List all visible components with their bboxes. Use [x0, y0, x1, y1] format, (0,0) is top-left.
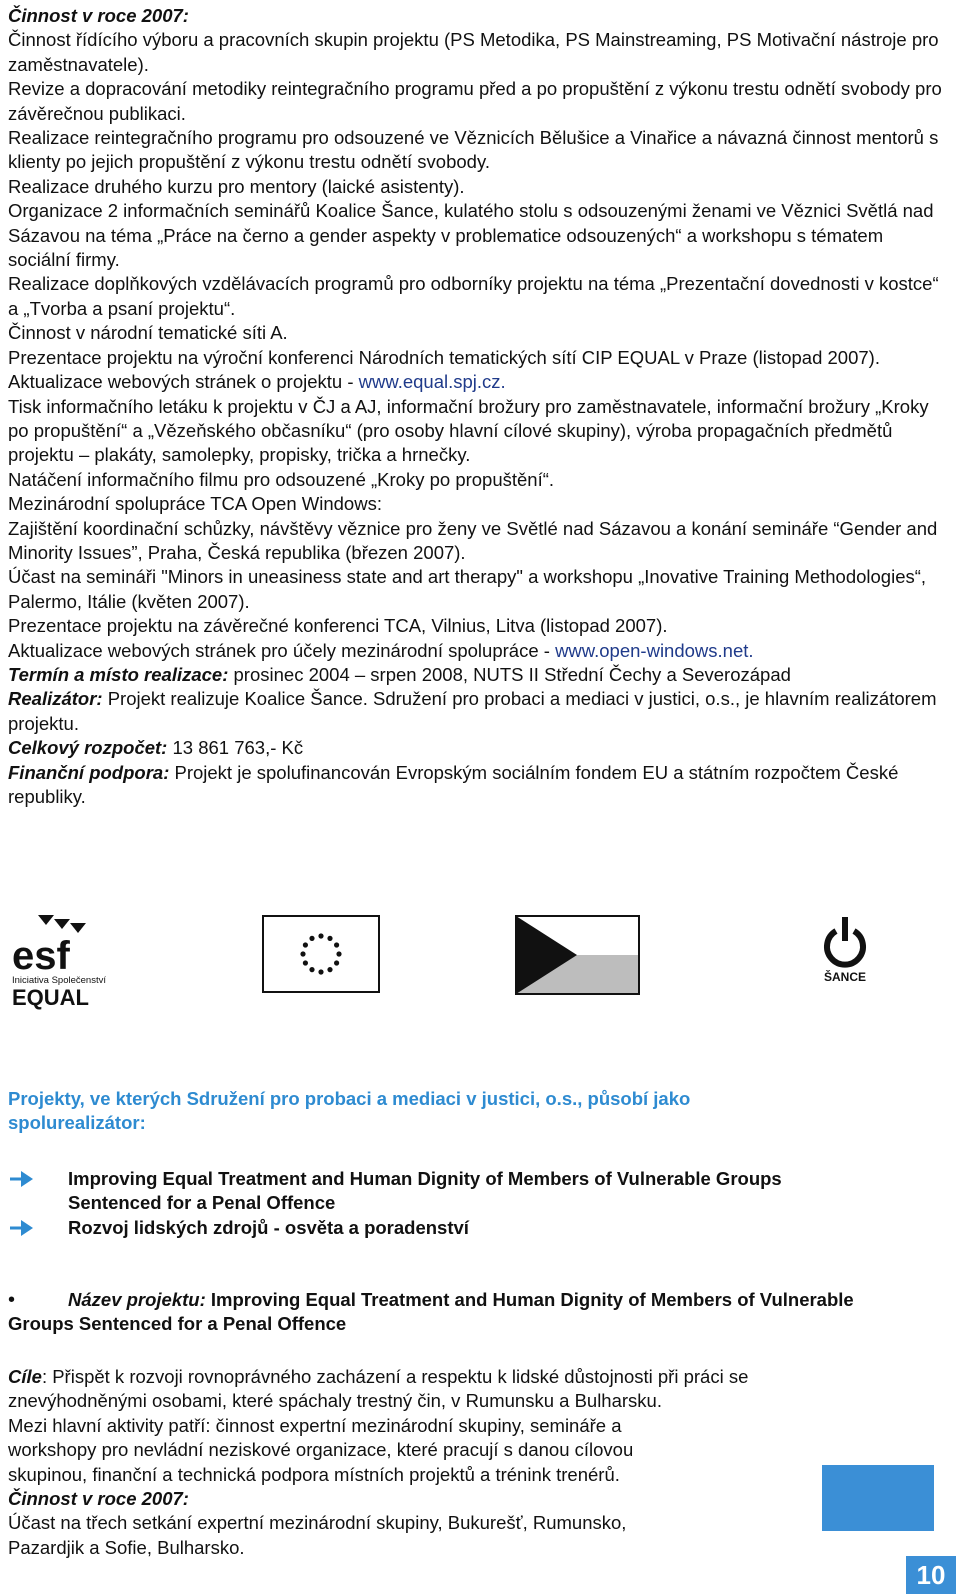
realizer-label: Realizátor:	[8, 688, 103, 710]
main-activities-line: workshopy pro nevládní neziskové organizace, které pracují s danou cílovou	[8, 1439, 634, 1461]
budget-value: 13 861 763,- Kč	[167, 737, 304, 759]
arrow-right-icon	[8, 1218, 34, 1238]
decorative-blue-box	[822, 1465, 934, 1531]
czech-flag-graphic	[515, 915, 640, 995]
open-windows-link[interactable]: www.open-windows.net.	[555, 639, 754, 661]
activity-line: Účast na semináři "Minors in uneasiness state and art therapy" a workshopu „Inovative Training Methodologies“, Palermo, Itálie (květen 2007).	[8, 566, 927, 612]
project-name-label: Název projektu:	[68, 1289, 206, 1310]
web-update-prefix: Aktualizace webových stránek o projektu -	[8, 371, 359, 393]
activity-2007-line: Pazardjik a Sofie, Bulharsko.	[8, 1536, 245, 1558]
budget-line	[8, 736, 948, 760]
activity-line: Mezinárodní spolupráce TCA Open Windows:	[8, 493, 382, 515]
page-number: 10	[906, 1556, 956, 1594]
support-line	[8, 761, 948, 810]
project-name-value: Improving Equal Treatment and Human Dignity of Members of Vulnerable Groups Sentenced for a Penal Offence	[8, 1289, 854, 1335]
sance-logo-graphic	[820, 915, 870, 987]
logo-row	[0, 915, 960, 1025]
arrow-right-icon	[8, 1169, 34, 1189]
intl-web-prefix: Aktualizace webových stránek pro účely mezinárodní spolupráce -	[8, 639, 556, 661]
project-web-link[interactable]: www.equal.spj.cz.	[358, 371, 506, 393]
activity-line: Zajištění koordinační schůzky, návštěvy věznice pro ženy ve Světlé nad Sázavou a konání semináře “Gender and Minority Issues”, Praha, Česká republika (březen 2007).	[8, 517, 938, 563]
esf-equal-logo	[10, 915, 120, 1015]
activity-line: Činnost řídícího výboru a pracovních skupin projektu (PS Metodika, PS Mainstreaming, PS Motivační nástroje pro zaměstnavatele).	[8, 29, 939, 75]
activity-line: Revize a dopracování metodiky reintegračního programu před a po propuštění z výkonu trestu odnětí svobody pro závěrečnou publikaci.	[8, 78, 942, 124]
bullet-dot: •	[8, 1289, 16, 1311]
partner-projects-title: Projekty, ve kterých Sdružení pro probaci a mediaci v justici, o.s., působí jako spolurealizátor:	[8, 1088, 691, 1133]
term-value: prosinec 2004 – srpen 2008, NUTS II Střední Čechy a Severozápad	[228, 663, 791, 685]
partner-project-name: Improving Equal Treatment and Human Dignity of Members of Vulnerable Groups Sentenced for a Penal Offence	[68, 1168, 782, 1214]
main-activities-line: skupinou, finanční a technická podpora místních projektů a trénink trenérů.	[8, 1463, 620, 1485]
activity-line: Realizace reintegračního programu pro odsouzené ve Věznicích Bělušice a Vinařice a návazná činnost mentorů s klienty po jejich propuštění z výkonu trestu odnětí svobody.	[8, 127, 939, 173]
activities-2007-heading: Činnost v roce 2007:	[8, 1488, 189, 1510]
activity-2007-line: Účast na třech setkání expertní mezinárodní skupiny, Bukurešť, Rumunsko,	[8, 1512, 627, 1534]
activity-line: Natáčení informačního filmu pro odsouzené „Kroky po propuštění“.	[8, 468, 555, 490]
esf-text: esf	[12, 934, 70, 978]
project-detail-block	[8, 1365, 888, 1560]
realizer-line	[8, 687, 948, 736]
activity-line: Organizace 2 informačních seminářů Koalice Šance, kulatého stolu s odsouzenými ženami ve Věznici Světlá nad Sázavou na téma „Práce na černo a gender aspekty v problematice odsouzených“ a workshopu s tématem sociální firmy.	[8, 200, 934, 271]
activity-line: Realizace doplňkových vzdělávacích programů pro odborníky projektu na téma „Prezentační dovednosti v kostce“ a „Tvorba a psaní projektu“.	[8, 273, 939, 319]
partner-project-name: Rozvoj lidských zdrojů - osvěta a poradenství	[68, 1217, 469, 1238]
activity-line: Prezentace projektu na výroční konferenci Národních tematických sítí CIP EQUAL v Praze (listopad 2007).	[8, 346, 880, 368]
esf-subtitle: Iniciativa Společenství	[12, 975, 106, 986]
activities-heading: Činnost v roce 2007:	[8, 5, 189, 26]
budget-label: Celkový rozpočet:	[8, 737, 168, 759]
eu-flag-logo	[262, 915, 380, 993]
goals-label: Cíle	[8, 1366, 42, 1387]
activity-line: Činnost v národní tematické síti A.	[8, 322, 288, 344]
esf-logo-graphic	[10, 915, 120, 1015]
goals-line	[8, 1365, 888, 1414]
activity-line: Tisk informačního letáku k projektu v ČJ a AJ, informační brožury pro zaměstnavatele, informační brožury „Kroky po propuštění“ a „Vězeňského občasníku“ (pro osoby hlavní cílové skupiny), výroba propagačních předmětů projektu – plakáty, samolepky, propisky, trička a hrnečky.	[8, 395, 929, 466]
support-label: Finanční podpora:	[8, 761, 170, 783]
main-activities-line: Mezi hlavní aktivity patří: činnost expertní mezinárodní skupiny, semináře a	[8, 1414, 622, 1436]
intl-web-line	[8, 639, 948, 663]
activities-2007-block	[8, 4, 948, 809]
goals-value: : Přispět k rozvoji rovnoprávného zacházení a respektu k lidské důstojnosti při práci se znevýhodněnými osobami, které spáchaly trestný čin, v Rumunsku a Bulharsku.	[8, 1366, 749, 1412]
czech-flag-logo	[515, 915, 640, 995]
equal-text: EQUAL	[12, 985, 89, 1010]
sance-logo	[820, 915, 870, 987]
eu-flag-graphic	[262, 915, 380, 993]
realizer-value: Projekt realizuje Koalice Šance. Sdružení pro probaci a mediaci v justici, o.s., je hlavním realizátorem projektu.	[8, 688, 937, 734]
activity-line: Prezentace projektu na závěrečné konferenci TCA, Vilnius, Litva (listopad 2007).	[8, 615, 668, 637]
term-line	[8, 663, 948, 687]
term-label: Termín a místo realizace:	[8, 663, 229, 685]
support-value: Projekt je spolufinancován Evropským sociálním fondem EU a státním rozpočtem České republiky.	[8, 761, 899, 807]
activity-line: Realizace druhého kurzu pro mentory (laické asistenty).	[8, 175, 465, 197]
project-name-block	[8, 1288, 908, 1337]
sance-text: ŠANCE	[823, 970, 867, 984]
web-update-line	[8, 370, 948, 394]
